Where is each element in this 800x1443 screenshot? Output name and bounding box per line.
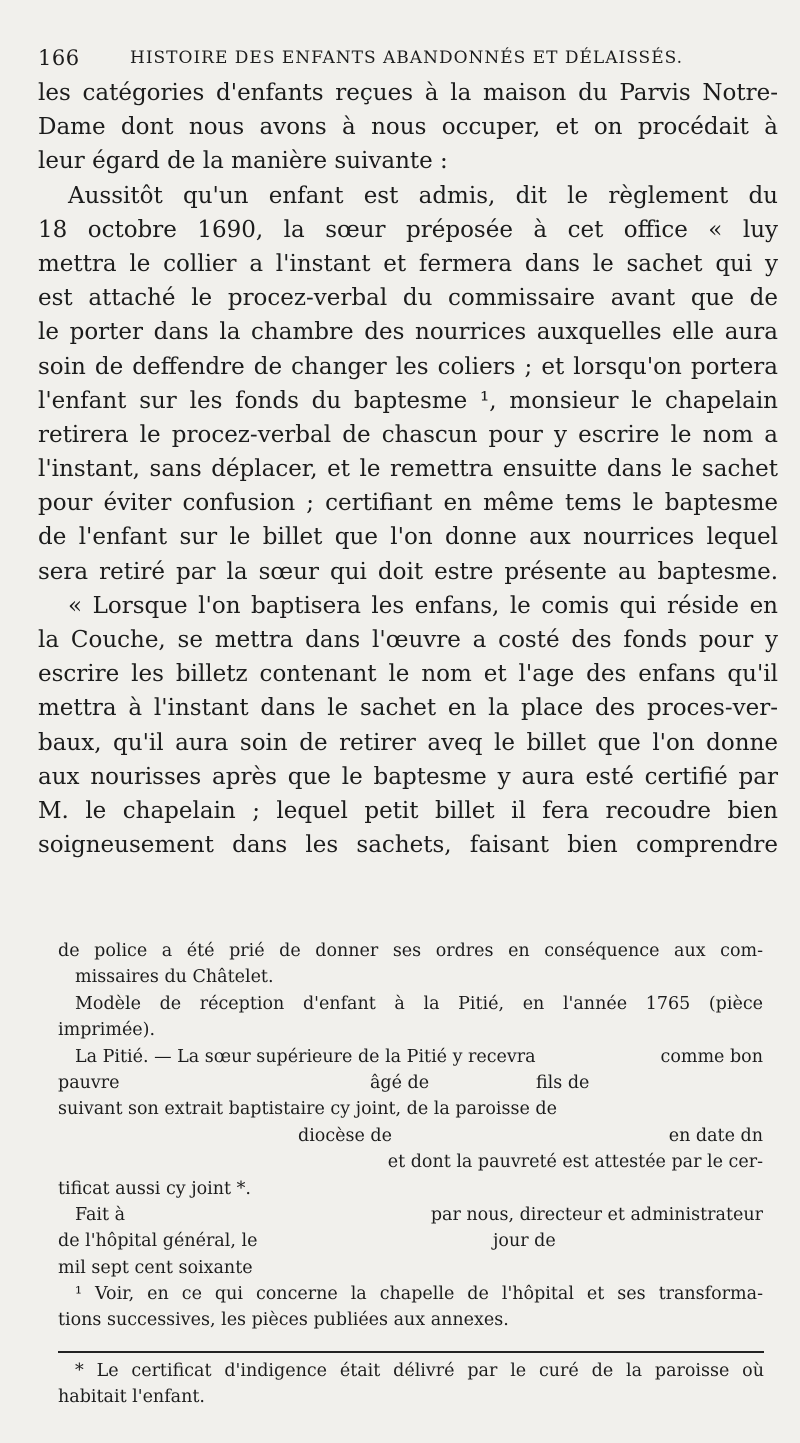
form-text: mil sept cent soixante xyxy=(58,1257,253,1278)
text-line: soin de deffendre de changer les coliers ; et lorsqu'on portera xyxy=(38,353,778,380)
form-text: tificat aussi cy joint *. xyxy=(58,1178,251,1199)
main-text xyxy=(38,76,778,862)
text-line: mettra le collier a l'instant et fermera dans le sachet qui y xyxy=(38,250,778,277)
form-text: pauvre xyxy=(58,1072,120,1093)
form-text: en date dn xyxy=(668,1125,763,1146)
text-line: sera retiré par la sœur qui doit estre présente au baptesme. xyxy=(38,558,778,585)
text-line: pour éviter confusion ; certifiant en même tems le baptesme xyxy=(38,490,778,517)
page-header xyxy=(38,40,778,76)
form-line xyxy=(58,1123,763,1149)
form-line xyxy=(58,1202,763,1228)
text-line: leur égard de la manière suivante : xyxy=(38,148,448,175)
form-text: Fait à xyxy=(75,1204,126,1225)
text-line: M. le chapelain ; lequel petit billet il fera recoudre bien xyxy=(38,797,778,824)
text-line: mettra à l'instant dans le sachet en la place des proces-ver- xyxy=(38,695,778,722)
text-line: baux, qu'il aura soin de retirer aveq le billet que l'on donne xyxy=(38,729,778,756)
note-line: de police a été prié de donner ses ordres en conséquence aux com- xyxy=(58,941,763,961)
form-line xyxy=(58,1255,763,1281)
form-line xyxy=(58,1228,763,1254)
text-line: soigneusement dans les sachets, faisant bien comprendre xyxy=(38,832,778,859)
note-line: imprimée). xyxy=(58,1020,156,1041)
form-text: de l'hôpital général, le xyxy=(58,1231,258,1252)
form-text: âgé de xyxy=(370,1072,430,1093)
text-line: « Lorsque l'on baptisera les enfans, le comis qui réside en xyxy=(68,592,778,619)
form-text: comme bon xyxy=(660,1046,763,1067)
form-line xyxy=(58,1044,763,1070)
text-line: la Couche, se mettra dans l'œuvre a costé des fonds pour y xyxy=(38,627,778,653)
footnotes-block xyxy=(58,938,763,1334)
text-line: 18 octobre 1690, la sœur préposée à cet office « luy xyxy=(38,216,778,243)
text-line: l'instant, sans déplacer, et le remettra ensuitte dans le sachet xyxy=(38,456,778,483)
text-line: l'enfant sur les fonds du baptesme ¹, monsieur le chapelain xyxy=(38,387,778,414)
text-line: de l'enfant sur le billet que l'on donne aux nourrices lequel xyxy=(38,524,778,551)
footnote-1: ¹ Voir, en ce qui concerne la chapelle de l'hôpital et ses transforma- xyxy=(75,1284,763,1305)
form-line xyxy=(58,1096,763,1122)
form-line xyxy=(58,1070,763,1096)
page-number: 166 xyxy=(38,46,80,70)
form-text: par nous, directeur et administrateur xyxy=(430,1204,763,1225)
footnote-1-cont: tions successives, les pièces publiées aux annexes. xyxy=(58,1310,509,1331)
form-text: et dont la pauvreté est attestée par le cer- xyxy=(387,1152,763,1173)
footnote-star-line: habitait l'enfant. xyxy=(58,1387,205,1408)
text-line: les catégories d'enfants reçues à la maison du Parvis Notre- xyxy=(38,80,778,106)
form-text: fils de xyxy=(536,1072,590,1093)
footnote-star xyxy=(58,1358,764,1411)
form-text: La Pitié. — La sœur supérieure de la Pitié y recevra xyxy=(75,1046,536,1067)
note-line: missaires du Châtelet. xyxy=(75,967,274,988)
form-text: suivant son extrait baptistaire cy joint, de la paroisse de xyxy=(58,1099,557,1120)
form-text: diocèse de xyxy=(298,1125,392,1146)
footnote-rule xyxy=(58,1351,764,1353)
text-line: retirera le procez-verbal de chascun pour y escrire le nom a xyxy=(38,421,778,448)
footnote-star-line: * Le certificat d'indigence était délivré par le curé de la paroisse où xyxy=(75,1361,764,1381)
running-title: HISTOIRE DES ENFANTS ABANDONNÉS ET DÉLAISSÉS. xyxy=(130,48,684,68)
text-line: escrire les billetz contenant le nom et l'age des enfans qu'il xyxy=(38,661,778,688)
text-line: est attaché le procez-verbal du commissaire avant que de xyxy=(38,285,778,312)
form-text: jour de xyxy=(493,1231,556,1252)
text-line: Aussitôt qu'un enfant est admis, dit le règlement du xyxy=(68,182,778,209)
text-line: aux nourisses après que le baptesme y aura esté certifié par xyxy=(38,763,778,790)
text-line: le porter dans la chambre des nourrices auxquelles elle aura xyxy=(38,319,778,346)
text-line: Dame dont nous avons à nous occuper, et on procédait à xyxy=(38,114,778,141)
form-line xyxy=(58,1149,763,1175)
note-line: Modèle de réception d'enfant à la Pitié, en l'année 1765 (pièce xyxy=(75,993,763,1014)
form-line xyxy=(58,1176,763,1202)
